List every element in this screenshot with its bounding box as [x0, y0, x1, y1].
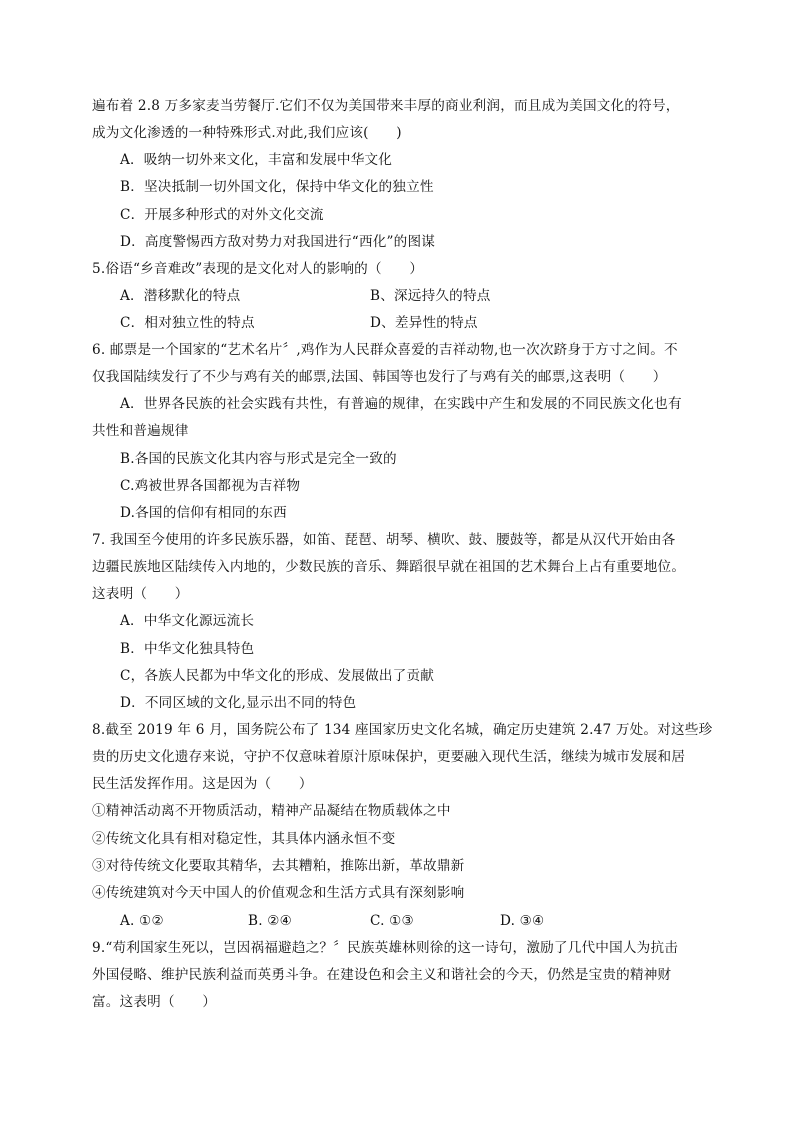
question-6-stem-line-1: 6. 邮票是一个国家的“艺术名片〞,鸡作为人民群众喜爱的吉祥动物,也一次次跻身于方寸之间。不: [92, 342, 678, 358]
question-5-option-c: C．相对独立性的特点: [120, 315, 255, 331]
question-8-stem-line-3: 民生活发挥作用。这是因为（ ）: [92, 776, 313, 792]
question-9-stem-line-2: 外国侵略、维护民族利益而英勇斗争。在建设色和会主义和谐社会的今天，仍然是宝贵的精神财: [92, 967, 672, 983]
question-8-choice-a: A. ①②: [120, 913, 164, 929]
question-4-stem-line-1: 遍布着 2.8 万多家麦当劳餐厅.它们不仅为美国带来丰厚的商业利润，而且成为美国文化的符号，: [92, 98, 680, 114]
question-7-option-a: A．中华文化源远流长: [120, 613, 255, 629]
question-8-choice-c: C. ①③: [370, 913, 414, 929]
question-4-option-a: A．吸纳一切外来文化，丰富和发展中华文化: [120, 152, 393, 168]
question-9-stem-line-3: 富。这表明（ ）: [92, 994, 217, 1010]
question-7-option-b: B．中华文化独具特色: [120, 641, 255, 657]
question-8-stem-line-2: 贵的历史文化遗存来说，守护不仅意味着原汁原味保护，更要融入现代生活，继续为城市发展和居: [92, 749, 686, 765]
question-8-statement-1: ①精神活动离不开物质活动，精神产品凝结在物质载体之中: [92, 803, 451, 819]
question-7-option-d: D．不同区域的文化,显示出不同的特色: [120, 695, 357, 711]
question-5-option-d: D、差异性的特点: [370, 315, 478, 331]
question-7-stem-line-3: 这表明（ ）: [92, 586, 189, 602]
question-6-option-a-line-2: 共性和普遍规律: [92, 423, 189, 439]
question-4-option-d: D．高度警惕西方敌对势力对我国进行“西化”的图谋: [120, 234, 436, 250]
question-8-choice-d: D. ③④: [500, 913, 545, 929]
question-6-option-a-line-1: A．世界各民族的社会实践有共性，有普遍的规律，在实践中产生和发展的不同民族文化也有: [120, 396, 682, 412]
question-6-option-b: B.各国的民族文化其内容与形式是完全一致的: [120, 451, 397, 467]
question-9-stem-line-1: 9.“苟利国家生死以，岂因祸福避趋之？〞民族英雄林则徐的这一诗句，激励了几代中国人为抗击: [92, 940, 679, 956]
question-8-statement-2: ②传统文化具有相对稳定性，其具体内涵永恒不变: [92, 831, 396, 847]
question-8-choice-b: B. ②④: [248, 913, 293, 929]
question-4-stem-line-2: 成为文化渗透的一种特殊形式.对此,我们应该( ): [92, 125, 402, 141]
question-5-stem: 5.俗语“乡音难改”表现的是文化对人的影响的（ ）: [92, 261, 424, 277]
question-7-stem-line-1: 7. 我国至今使用的许多民族乐器，如笛、琵琶、胡琴、横吹、鼓、腰鼓等，都是从汉代开始由各: [92, 532, 676, 548]
question-7-stem-line-2: 边疆民族地区陆续传入内地的，少数民族的音乐、舞蹈很早就在祖国的艺术舞台上占有重要地位。: [92, 559, 686, 575]
question-6-option-d: D.各国的信仰有相同的东西: [120, 505, 287, 521]
question-5-option-a: A．潜移默化的特点: [120, 288, 241, 304]
question-8-statement-4: ④传统建筑对今天中国人的价值观念和生活方式具有深刻影响: [92, 885, 465, 901]
question-6-stem-line-2: 仅我国陆续发行了不少与鸡有关的邮票,法国、韩国等也发行了与鸡有关的邮票,这表明（ ）: [92, 369, 667, 385]
question-4-option-c: C．开展多种形式的对外文化交流: [120, 207, 324, 223]
question-8-statement-3: ③对待传统文化要取其精华，去其糟粕，推陈出新，革故鼎新: [92, 858, 465, 874]
question-6-option-c: C.鸡被世界各国都视为吉祥物: [120, 478, 301, 494]
question-5-option-b: B、深远持久的特点: [370, 288, 491, 304]
question-4-option-b: B．坚决抵制一切外国文化，保持中华文化的独立性: [120, 179, 434, 195]
question-7-option-c: C，各族人民都为中华文化的形成、发展做出了贡献: [120, 668, 435, 684]
question-8-stem-line-1: 8.截至 2019 年 6 月，国务院公布了 134 座国家历史文化名城，确定历史建筑 2.47 万处。对这些珍: [92, 722, 713, 738]
